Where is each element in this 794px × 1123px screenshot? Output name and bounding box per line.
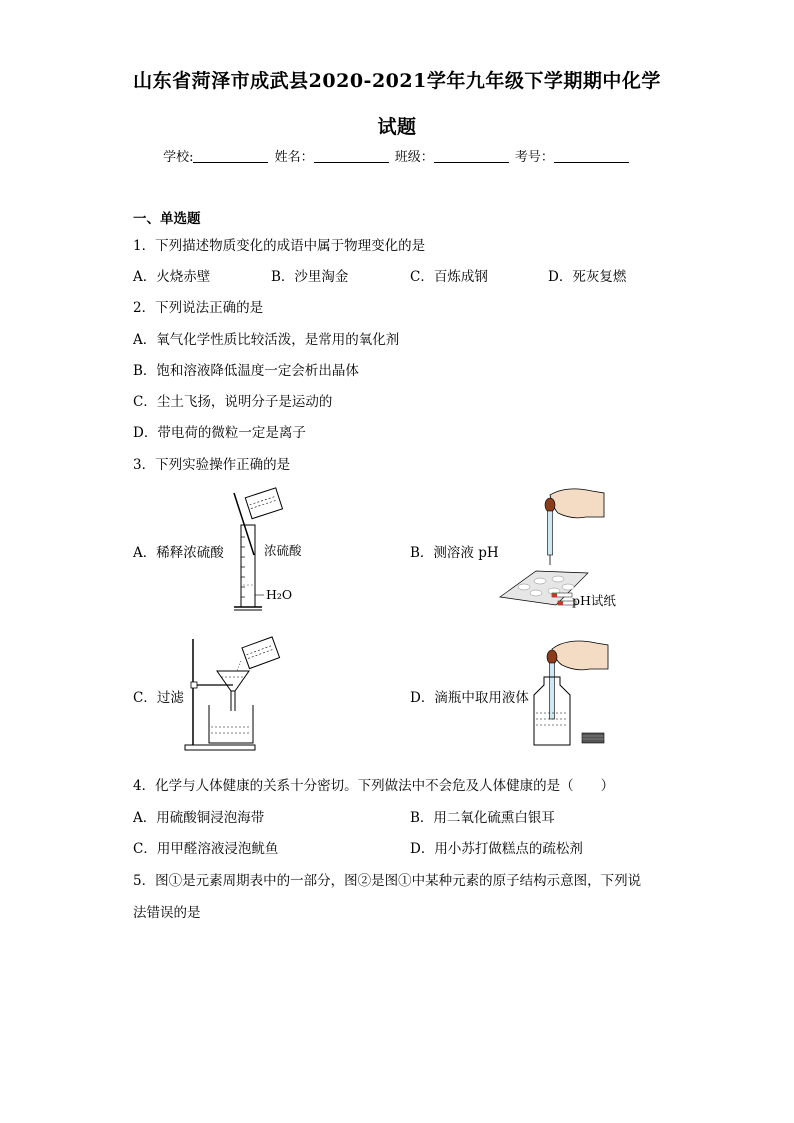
q5-stem-line2: 法错误的是	[133, 905, 201, 921]
section-title-single-choice: 一、单选题	[133, 211, 201, 227]
q1-option-d[interactable]: D．死灰复燃	[548, 269, 627, 285]
q2-option-b[interactable]: B．饱和溶液降低温度一定会析出晶体	[133, 363, 359, 379]
glass-rod	[234, 493, 254, 555]
school-blank[interactable]	[193, 148, 268, 163]
q4-stem: 4．化学与人体健康的关系十分密切。下列做法中不会危及人体健康的是（ ）	[133, 778, 615, 794]
stand-base	[185, 745, 255, 750]
fig-a-acid-label: 浓硫酸	[264, 543, 302, 558]
q4-option-b[interactable]: B．用二氧化硫熏白银耳	[410, 810, 555, 826]
q3-stem: 3．下列实验操作正确的是	[133, 457, 291, 473]
q1-option-b[interactable]: B．沙里淘金	[271, 269, 349, 285]
q2-option-c[interactable]: C．尘土飞扬，说明分子是运动的	[133, 394, 333, 410]
q3-option-b[interactable]: B．测溶液 pH	[410, 545, 499, 561]
q4-option-d[interactable]: D．用小苏打做糕点的疏松剂	[410, 841, 583, 857]
q3-option-d[interactable]: D．滴瓶中取用液体	[410, 690, 529, 706]
funnel	[217, 671, 249, 691]
name-label: 姓名：	[274, 150, 314, 165]
exam-no-label: 考号：	[514, 150, 554, 165]
exam-no-blank[interactable]	[554, 148, 629, 163]
hand-icon	[552, 641, 608, 670]
hand-icon	[550, 489, 604, 518]
class-blank[interactable]	[434, 148, 509, 163]
q2-stem: 2．下列说法正确的是	[133, 300, 264, 316]
dropper-tube	[548, 511, 553, 555]
dropper-bulb	[547, 650, 557, 664]
q3-option-a[interactable]: A．稀释浓硫酸	[133, 545, 224, 561]
student-info-row	[0, 146, 794, 165]
q2-option-a[interactable]: A．氧气化学性质比较活泼，是常用的氧化剂	[133, 332, 400, 348]
q3-option-c[interactable]: C．过滤	[133, 690, 184, 706]
fig-b-paper-label: pH试纸	[572, 593, 616, 608]
tilted-beaker	[245, 488, 282, 519]
exam-title-line1: 山东省菏泽市成武县2020-2021学年九年级下学期期中化学	[133, 70, 661, 92]
name-blank[interactable]	[314, 148, 389, 163]
q5-stem-line1: 5．图①是元素周期表中的一部分，图②是图①中某种元素的原子结构示意图，下列说	[133, 873, 642, 889]
q1-option-a[interactable]: A．火烧赤壁	[133, 269, 211, 285]
exam-title-line2: 试题	[377, 116, 417, 138]
fig-a-water-label: H₂O	[266, 587, 293, 602]
school-label: 学校:	[163, 150, 194, 165]
q4-option-c[interactable]: C．用甲醛溶液浸泡鱿鱼	[133, 841, 279, 857]
pouring-beaker	[242, 637, 280, 669]
fig-dropping-bottle	[530, 637, 610, 749]
class-label: 班级：	[394, 150, 434, 165]
q1-stem: 1．下列描述物质变化的成语中属于物理变化的是	[133, 238, 426, 254]
q1-option-c[interactable]: C．百炼成钢	[410, 269, 488, 285]
fig-filtration	[183, 635, 283, 753]
dropper-bulb	[545, 498, 555, 512]
q2-option-d[interactable]: D．带电荷的微粒一定是离子	[133, 425, 306, 441]
dropper-tube	[550, 663, 555, 719]
q4-option-a[interactable]: A．用硫酸铜浸泡海带	[133, 810, 265, 826]
stopper	[582, 733, 604, 743]
